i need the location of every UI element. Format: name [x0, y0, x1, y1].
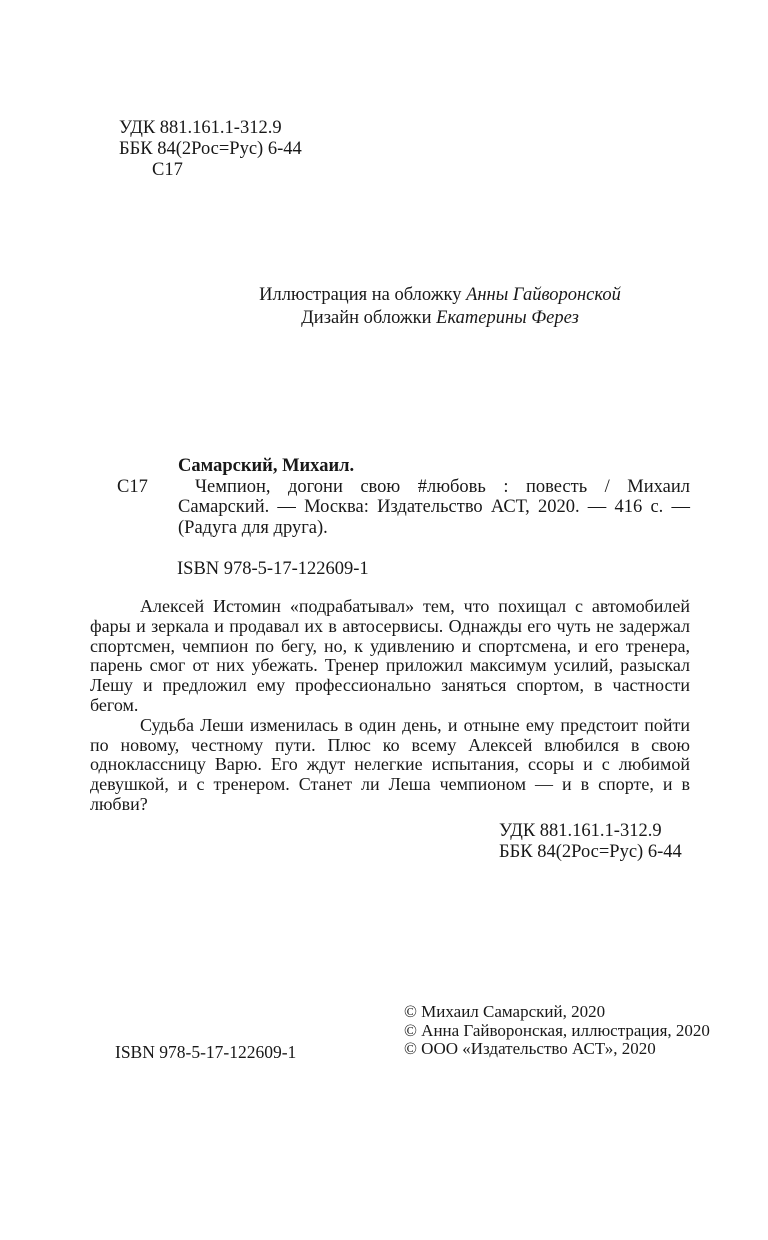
illustration-credit-label: Иллюстрация на обложку [259, 285, 467, 305]
copyright-author: © Михаил Самарский, 2020 [404, 1002, 606, 1021]
annotation-paragraph-1: Алексей Истомин «подрабатывал» тем, что похищал с автомобилей фары и зеркала и продавал их в автосервисы. Однажды его чуть не задержал спортсмен, чемпион по бегу, но, к удивлению и спортсмена, и его тренера, парень смог от них убежать. Тренер приложил максимум усилий, разыскал Лешу и предложил ему профессионально заняться спортом, в частности бегом. [90, 596, 690, 715]
illustration-credit-name: Анны Гайворонской [466, 285, 621, 305]
top-classification-block [119, 118, 302, 181]
annotation-paragraph-2: Судьба Леши изменилась в один день, и отныне ему предстоит пойти по новому, честному пути. Плюс ко всему Алексей влюбился в свою одноклассницу Варю. Его ждут нелегкие испытания, ссоры и с любимой девушкой, и с тренером. Станет ли Леша чемпионом — и в спорте, и в любви? [90, 714, 690, 814]
copyright-illustrator: © Анна Гайворонская, иллюстрация, 2020 [404, 1020, 710, 1040]
catalog-description: Чемпион, догони свою #любовь : повесть / Михаил Самарский. — Москва: Издательство АСТ, 2020. — 416 с. — (Радуга для друга). [178, 476, 690, 538]
bbk-line: ББК 84(2Рос=Рус) 6-44 [119, 139, 302, 159]
udk-line-bottom: УДК 881.161.1-312.9 [499, 821, 662, 841]
bbk-line-bottom: ББК 84(2Рос=Рус) 6-44 [499, 842, 682, 862]
isbn-midpage: ISBN 978-5-17-122609-1 [177, 559, 369, 579]
design-credit [190, 307, 690, 330]
design-credit-name: Екатерины Ферез [436, 308, 579, 328]
author-sign: С17 [152, 160, 183, 180]
isbn-footer: ISBN 978-5-17-122609-1 [115, 1042, 297, 1062]
catalog-record-block [117, 456, 690, 538]
udk-line: УДК 881.161.1-312.9 [119, 118, 282, 138]
catalog-author-heading: Самарский, Михаил. [178, 456, 355, 476]
catalog-author-sign: С17 [117, 476, 148, 497]
design-credit-label: Дизайн обложки [301, 308, 437, 328]
cover-credits-block [190, 284, 690, 330]
bottom-classification-block [499, 821, 682, 863]
copyright-block [404, 1003, 710, 1059]
copyright-publisher: © ООО «Издательство АСТ», 2020 [404, 1039, 656, 1059]
catalog-body [117, 477, 690, 539]
annotation-block [90, 597, 690, 815]
illustration-credit [190, 284, 690, 307]
